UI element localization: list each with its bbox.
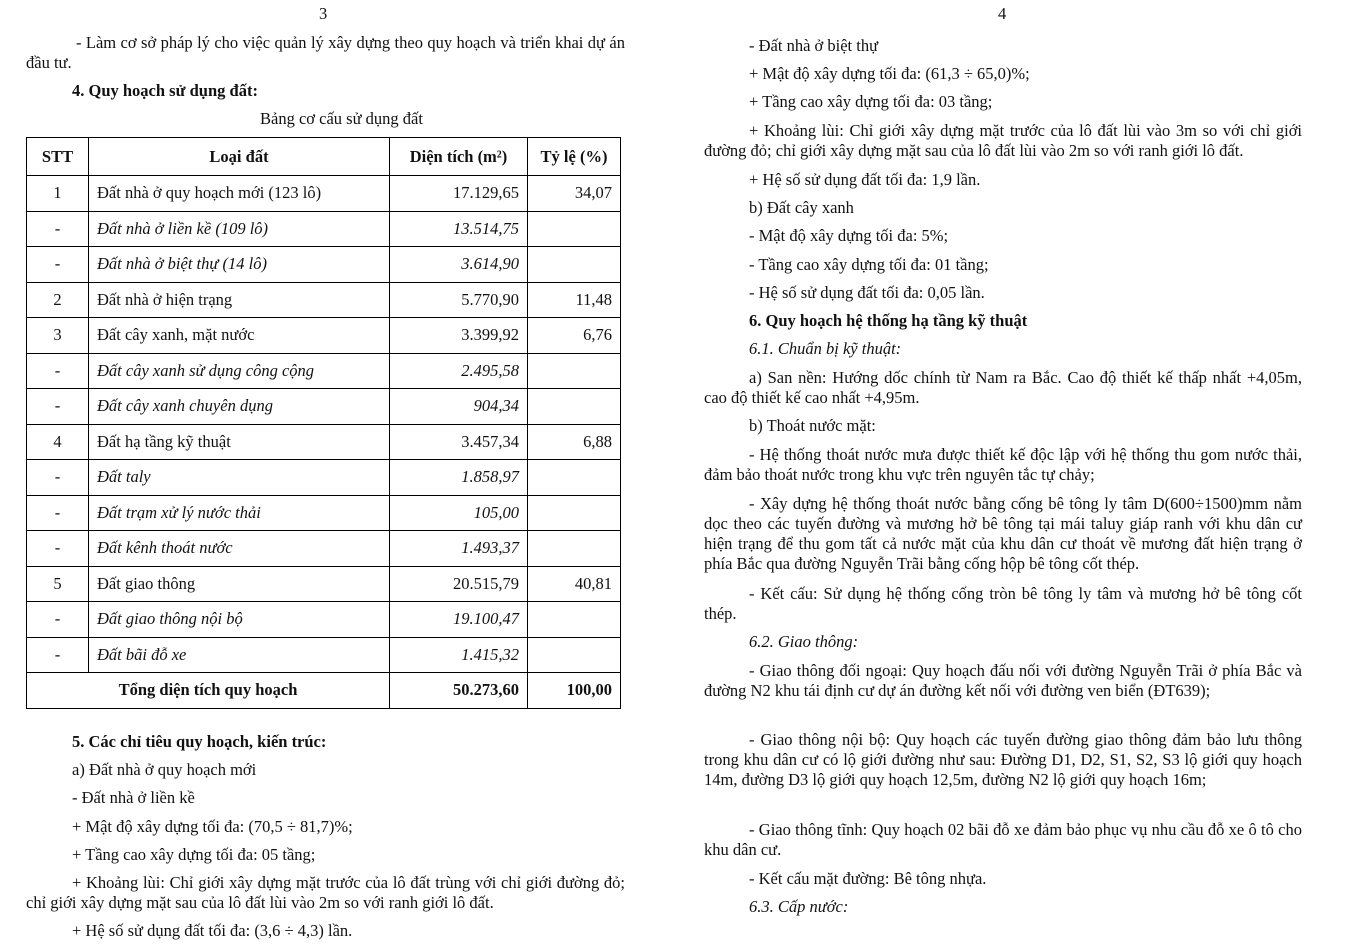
total-ratio: 100,00 [528, 673, 621, 709]
row-ratio: 34,07 [528, 176, 621, 212]
row-area: 1.415,32 [390, 637, 528, 673]
villa-heading: - Đất nhà ở biệt thự [749, 36, 879, 55]
greenery-land-use-coef: - Hệ số sử dụng đất tối đa: 0,05 lần. [749, 283, 985, 302]
row-ratio [528, 602, 621, 638]
row-area: 3.399,92 [390, 318, 528, 354]
total-area: 50.273,60 [390, 673, 528, 709]
row-area: 3.457,34 [390, 424, 528, 460]
row-area: 3.614,90 [390, 247, 528, 283]
s5-item-a: a) Đất nhà ở quy hoạch mới [72, 760, 257, 779]
row-land-type: Đất cây xanh sử dụng công cộng [89, 353, 390, 389]
section-6-1-heading: 6.1. Chuẩn bị kỹ thuật: [749, 339, 902, 358]
header-stt: STT [27, 138, 89, 176]
row-ratio [528, 211, 621, 247]
row-ratio: 6,76 [528, 318, 621, 354]
s5-lienke: - Đất nhà ở liền kề [72, 788, 195, 807]
row-stt: 5 [27, 566, 89, 602]
row-area: 5.770,90 [390, 282, 528, 318]
table-row [27, 602, 621, 638]
row-stt: - [27, 353, 89, 389]
s5-land-use-coef: + Hệ số sử dụng đất tối đa: (3,6 ÷ 4,3) lần. [72, 921, 353, 940]
table-total-row [27, 673, 621, 709]
drainage-structure: - Kết cấu: Sử dụng hệ thống cống tròn bê tông ly tâm và mương hở bê tông cốt thép. [704, 584, 1302, 623]
row-area: 13.514,75 [390, 211, 528, 247]
greenery-height: - Tầng cao xây dựng tối đa: 01 tầng; [749, 255, 989, 274]
section-6-2-heading: 6.2. Giao thông: [749, 632, 859, 651]
table-row [27, 460, 621, 496]
row-land-type: Đất bãi đỗ xe [89, 637, 390, 673]
greenery-heading: b) Đất cây xanh [749, 198, 854, 217]
total-label: Tổng diện tích quy hoạch [27, 673, 390, 709]
row-area: 20.515,79 [390, 566, 528, 602]
villa-setback: + Khoảng lùi: Chỉ giới xây dựng mặt trước của lô đất lùi vào 3m so với chỉ giới đường đỏ; chỉ giới xây dựng mặt sau của lô đất lùi vào 2m so với ranh giới lô đất. [704, 121, 1302, 160]
row-stt: - [27, 389, 89, 425]
row-ratio: 11,48 [528, 282, 621, 318]
table-row [27, 424, 621, 460]
row-area: 1.858,97 [390, 460, 528, 496]
row-land-type: Đất nhà ở hiện trạng [89, 282, 390, 318]
row-stt: - [27, 460, 89, 496]
table-row [27, 495, 621, 531]
table-row [27, 566, 621, 602]
land-use-table [26, 137, 621, 709]
row-land-type: Đất nhà ở biệt thự (14 lô) [89, 247, 390, 283]
row-land-type: Đất cây xanh, mặt nước [89, 318, 390, 354]
row-ratio [528, 531, 621, 567]
row-stt: 2 [27, 282, 89, 318]
row-land-type: Đất cây xanh chuyên dụng [89, 389, 390, 425]
row-ratio [528, 460, 621, 496]
row-area: 105,00 [390, 495, 528, 531]
page-4 [682, 0, 1364, 950]
row-ratio [528, 637, 621, 673]
table-row [27, 211, 621, 247]
row-stt: - [27, 495, 89, 531]
villa-density: + Mật độ xây dựng tối đa: (61,3 ÷ 65,0)%; [749, 64, 1030, 83]
row-land-type: Đất hạ tầng kỹ thuật [89, 424, 390, 460]
row-ratio [528, 353, 621, 389]
row-land-type: Đất taly [89, 460, 390, 496]
table-header-row [27, 138, 621, 176]
table-row [27, 318, 621, 354]
row-area: 19.100,47 [390, 602, 528, 638]
table-row [27, 176, 621, 212]
table-row [27, 389, 621, 425]
row-ratio: 40,81 [528, 566, 621, 602]
row-ratio [528, 389, 621, 425]
section-5-heading: 5. Các chỉ tiêu quy hoạch, kiến trúc: [72, 732, 327, 751]
row-ratio: 6,88 [528, 424, 621, 460]
row-land-type: Đất giao thông [89, 566, 390, 602]
row-land-type: Đất nhà ở quy hoạch mới (123 lô) [89, 176, 390, 212]
row-land-type: Đất kênh thoát nước [89, 531, 390, 567]
row-land-type: Đất giao thông nội bộ [89, 602, 390, 638]
s5-setback: + Khoảng lùi: Chỉ giới xây dựng mặt trước của lô đất trùng với chỉ giới đường đỏ; chỉ giới xây dựng mặt sau của lô đất lùi vào 2m so với ranh giới lô đất. [26, 873, 625, 912]
table-row [27, 637, 621, 673]
page-number: 4 [998, 4, 1007, 23]
villa-height: + Tầng cao xây dựng tối đa: 03 tầng; [749, 92, 993, 111]
villa-land-use-coef: + Hệ số sử dụng đất tối đa: 1,9 lần. [749, 170, 981, 189]
header-ratio: Tỷ lệ (%) [528, 138, 621, 176]
row-stt: 3 [27, 318, 89, 354]
s5-density: + Mật độ xây dựng tối đa: (70,5 ÷ 81,7)%; [72, 817, 353, 836]
drainage-heading: b) Thoát nước mặt: [749, 416, 876, 435]
row-stt: - [27, 247, 89, 283]
page-number: 3 [319, 4, 328, 23]
row-area: 1.493,37 [390, 531, 528, 567]
header-land-type: Loại đất [89, 138, 390, 176]
internal-traffic: - Giao thông nội bộ: Quy hoạch các tuyến đường giao thông đảm bảo lưu thông trong khu dân cư có lộ giới đường như sau: Đường D1, D2, S1, S2, S3 lộ giới quy hoạch 14m, đường D3 lộ giới quy hoạch 12,5m, đường N2 lộ giới quy hoạch 16m; [704, 730, 1302, 789]
row-stt: - [27, 602, 89, 638]
intro-paragraph: - Làm cơ sở pháp lý cho việc quản lý xây dựng theo quy hoạch và triển khai dự án đầu tư. [26, 33, 625, 72]
row-stt: 4 [27, 424, 89, 460]
row-area: 17.129,65 [390, 176, 528, 212]
static-traffic: - Giao thông tĩnh: Quy hoạch 02 bãi đỗ xe đảm bảo phục vụ nhu cầu đỗ xe ô tô cho khu dân cư. [704, 820, 1302, 859]
row-ratio [528, 247, 621, 283]
table-row [27, 282, 621, 318]
row-ratio [528, 495, 621, 531]
table-row [27, 531, 621, 567]
grading-paragraph: a) San nền: Hướng dốc chính từ Nam ra Bắc. Cao độ thiết kế thấp nhất +4,05m, cao độ thiết kế cao nhất +4,95m. [704, 368, 1302, 407]
external-traffic: - Giao thông đối ngoại: Quy hoạch đấu nối với đường Nguyễn Trãi ở phía Bắc và đường N2 khu tái định cư dự án đường kết nối với đường ven biển (ĐT639); [704, 661, 1302, 700]
s5-height: + Tầng cao xây dựng tối đa: 05 tầng; [72, 845, 316, 864]
row-stt: - [27, 637, 89, 673]
row-land-type: Đất trạm xử lý nước thải [89, 495, 390, 531]
header-area: Diện tích (m²) [390, 138, 528, 176]
row-stt: - [27, 211, 89, 247]
table-caption: Bảng cơ cấu sử dụng đất [260, 109, 423, 128]
pavement-structure: - Kết cấu mặt đường: Bê tông nhựa. [749, 869, 987, 888]
section-6-3-heading: 6.3. Cấp nước: [749, 897, 849, 916]
row-area: 904,34 [390, 389, 528, 425]
section-4-heading: 4. Quy hoạch sử dụng đất: [72, 81, 258, 100]
table-row [27, 353, 621, 389]
section-6-heading: 6. Quy hoạch hệ thống hạ tầng kỹ thuật [749, 311, 1028, 330]
row-stt: 1 [27, 176, 89, 212]
drainage-item-1: - Hệ thống thoát nước mưa được thiết kế độc lập với hệ thống thu gom nước thải, đảm bảo thoát nước trong khu vực trên nguyên tắc tự chảy; [704, 445, 1302, 484]
greenery-density: - Mật độ xây dựng tối đa: 5%; [749, 226, 949, 245]
drainage-item-2: - Xây dựng hệ thống thoát nước bằng cống bê tông ly tâm D(600÷1500)mm nằm dọc theo các tuyến đường và mương hở bê tông tại mái taluy giáp ranh với khu dân cư hiện trạng để thu gom tất cả nước mặt của khu dân cư thoát về mương đất hiện trạng ở phía Bắc qua đường Nguyễn Trãi bằng cống hộp bê tông cốt thép. [704, 494, 1302, 573]
table-row [27, 247, 621, 283]
row-area: 2.495,58 [390, 353, 528, 389]
row-land-type: Đất nhà ở liền kề (109 lô) [89, 211, 390, 247]
row-stt: - [27, 531, 89, 567]
